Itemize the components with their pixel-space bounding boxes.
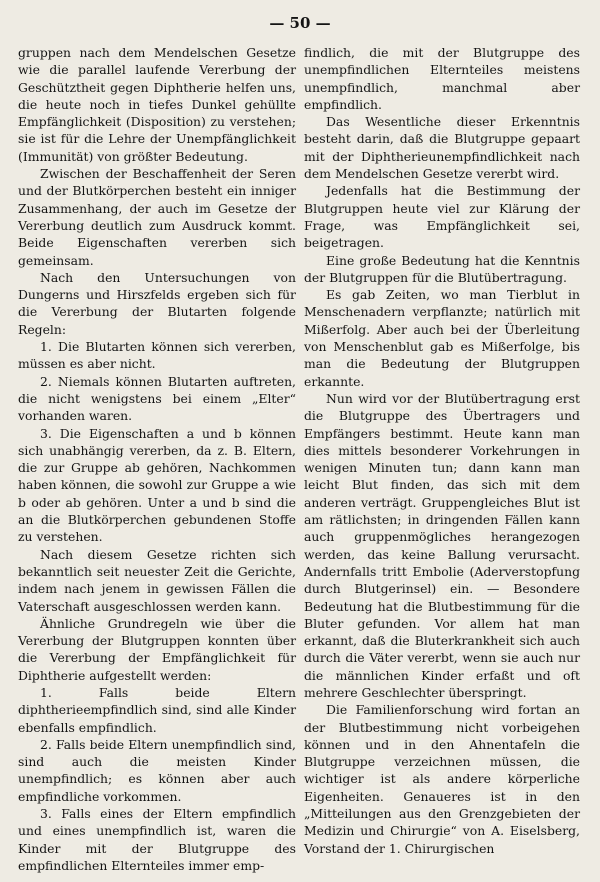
paragraph: Eine große Bedeutung hat die Kenntnis der Blutgruppen für die Blutübertragung. (304, 252, 580, 285)
rule-item: 2. Falls beide Eltern unempfindlich sind, sind auch die meisten Kinder unempfindlich; es können aber auch empfindliche vorkommen. (18, 736, 296, 804)
paragraph: Die Familienforschung wird fortan an der Blutbestimmung nicht vorbeigehen können und in den Ahnentafeln die Blutgruppe verzeichnen müssen, die wichtiger ist als andere körperliche Eigenheiten. Genaueres ist in den „Mitteilungen aus den Grenzgebieten der Medizin und Chirurgie“ von A. Eiselsberg, Vorstand der 1. Chirurgischen (304, 702, 580, 856)
paragraph: findlich, die mit der Blutgruppe des unempfindlichen Elternteiles meistens unempfindlich, manchmal aber empfindlich. (304, 45, 580, 112)
paragraph: gruppen nach dem Mendelschen Gesetze wie die parallel laufende Vererbung der Geschütztheit gegen Diphtherie helfen uns, die heute noch in tiefes Dunkel gehüllte Empfänglichkeit (Disposition) zu verstehen; sie ist für die Lehre der Unempfänglichkeit (Immunität) von größter Bedeutung. (18, 45, 296, 164)
rule-item: 1. Die Blutarten können sich vererben, müssen es aber nicht. (18, 339, 296, 372)
paragraph: Ähnliche Grundregeln wie über die Vererbung der Blutgruppen konnten über die Vererbung der Empfänglichkeit für Diphtherie aufgestellt werden: (18, 615, 296, 683)
page-number: — 50 — (269, 14, 331, 32)
rule-item: 1. Falls beide Eltern diphtherieempfindlich sind, sind alle Kinder ebenfalls empfindlich. (18, 684, 296, 735)
paragraph: Zwischen der Beschaffenheit der Seren und der Blutkörperchen besteht ein inniger Zusammenhang, der auch im Gesetze der Vererbung deutlich zum Ausdruck kommt. Beide Eigenschaften vererben sich gemeinsam. (18, 166, 296, 268)
rule-item: 2. Niemals können Blutarten auftreten, die nicht wenigstens bei einem „Elter“ vorhanden waren. (18, 373, 296, 424)
paragraph: Das Wesentliche dieser Erkenntnis besteht darin, daß die Blutgruppe gepaart mit der Diphtherieunempfindlichkeit nach dem Mendelschen Gesetze vererbt wird. (304, 114, 580, 182)
paragraph: Nach den Untersuchungen von Dungerns und Hirszfelds ergeben sich für die Vererbung der Blutarten folgende Regeln: (18, 269, 296, 337)
paragraph: Nun wird vor der Blutübertragung erst die Blutgruppe des Übertragers und Empfängers bestimmt. Heute kann man dies mittels besonderer Vorkehrungen in wenigen Minuten tun; dann kann man leicht Blut finden, das sich mit dem anderen verträgt. Gruppengleiches Blut ist am rätlichsten; in dringenden Fällen kann auch gruppenmögliches herangezogen werden, das keine Ballung verursacht. Andernfalls tritt Embolie (Aderverstopfung durch Blutgerinsel) ein. — Besondere Bedeutung hat die Blutbestimmung für die Bluter gefunden. Vor allem hat man erkannt, daß die Bluterkrankheit sich auch durch die Väter vererbt, wenn sie auch nur die männlichen Kinder erfaßt und oft mehrere Geschlechter überspringt. (304, 390, 580, 700)
left-text-column (18, 44, 296, 874)
paragraph: Jedenfalls hat die Bestimmung der Blutgruppen heute viel zur Klärung der Frage, was Empfänglichkeit sei, beigetragen. (304, 183, 580, 251)
paragraph: Nach diesem Gesetze richten sich bekanntlich seit neuester Zeit die Gerichte, indem nach jenem in gewissen Fällen die Vaterschaft ausgeschlossen werden kann. (18, 546, 296, 614)
rule-item: 3. Falls eines der Eltern empfindlich und eines unempfindlich ist, waren die Kinder mit der Blutgruppe des empfindlichen Elternteiles immer emp- (18, 806, 296, 873)
right-text-column (304, 44, 580, 857)
paragraph: Es gab Zeiten, wo man Tierblut in Menschenadern verpflanzte; natürlich mit Mißerfolg. Aber auch bei der Überleitung von Menschenblut gab es Mißerfolge, bis man die Bedeutung der Blutgruppen erkannte. (304, 287, 580, 389)
rule-item: 3. Die Eigenschaften a und b können sich unabhängig vererben, da z. B. Eltern, die zur Gruppe ab gehören, Nachkommen haben können, die sowohl zur Gruppe a wie b oder ab gehören. Unter a und b sind die an die Blutkörperchen gebundenen Stoffe zu verstehen. (18, 425, 296, 545)
